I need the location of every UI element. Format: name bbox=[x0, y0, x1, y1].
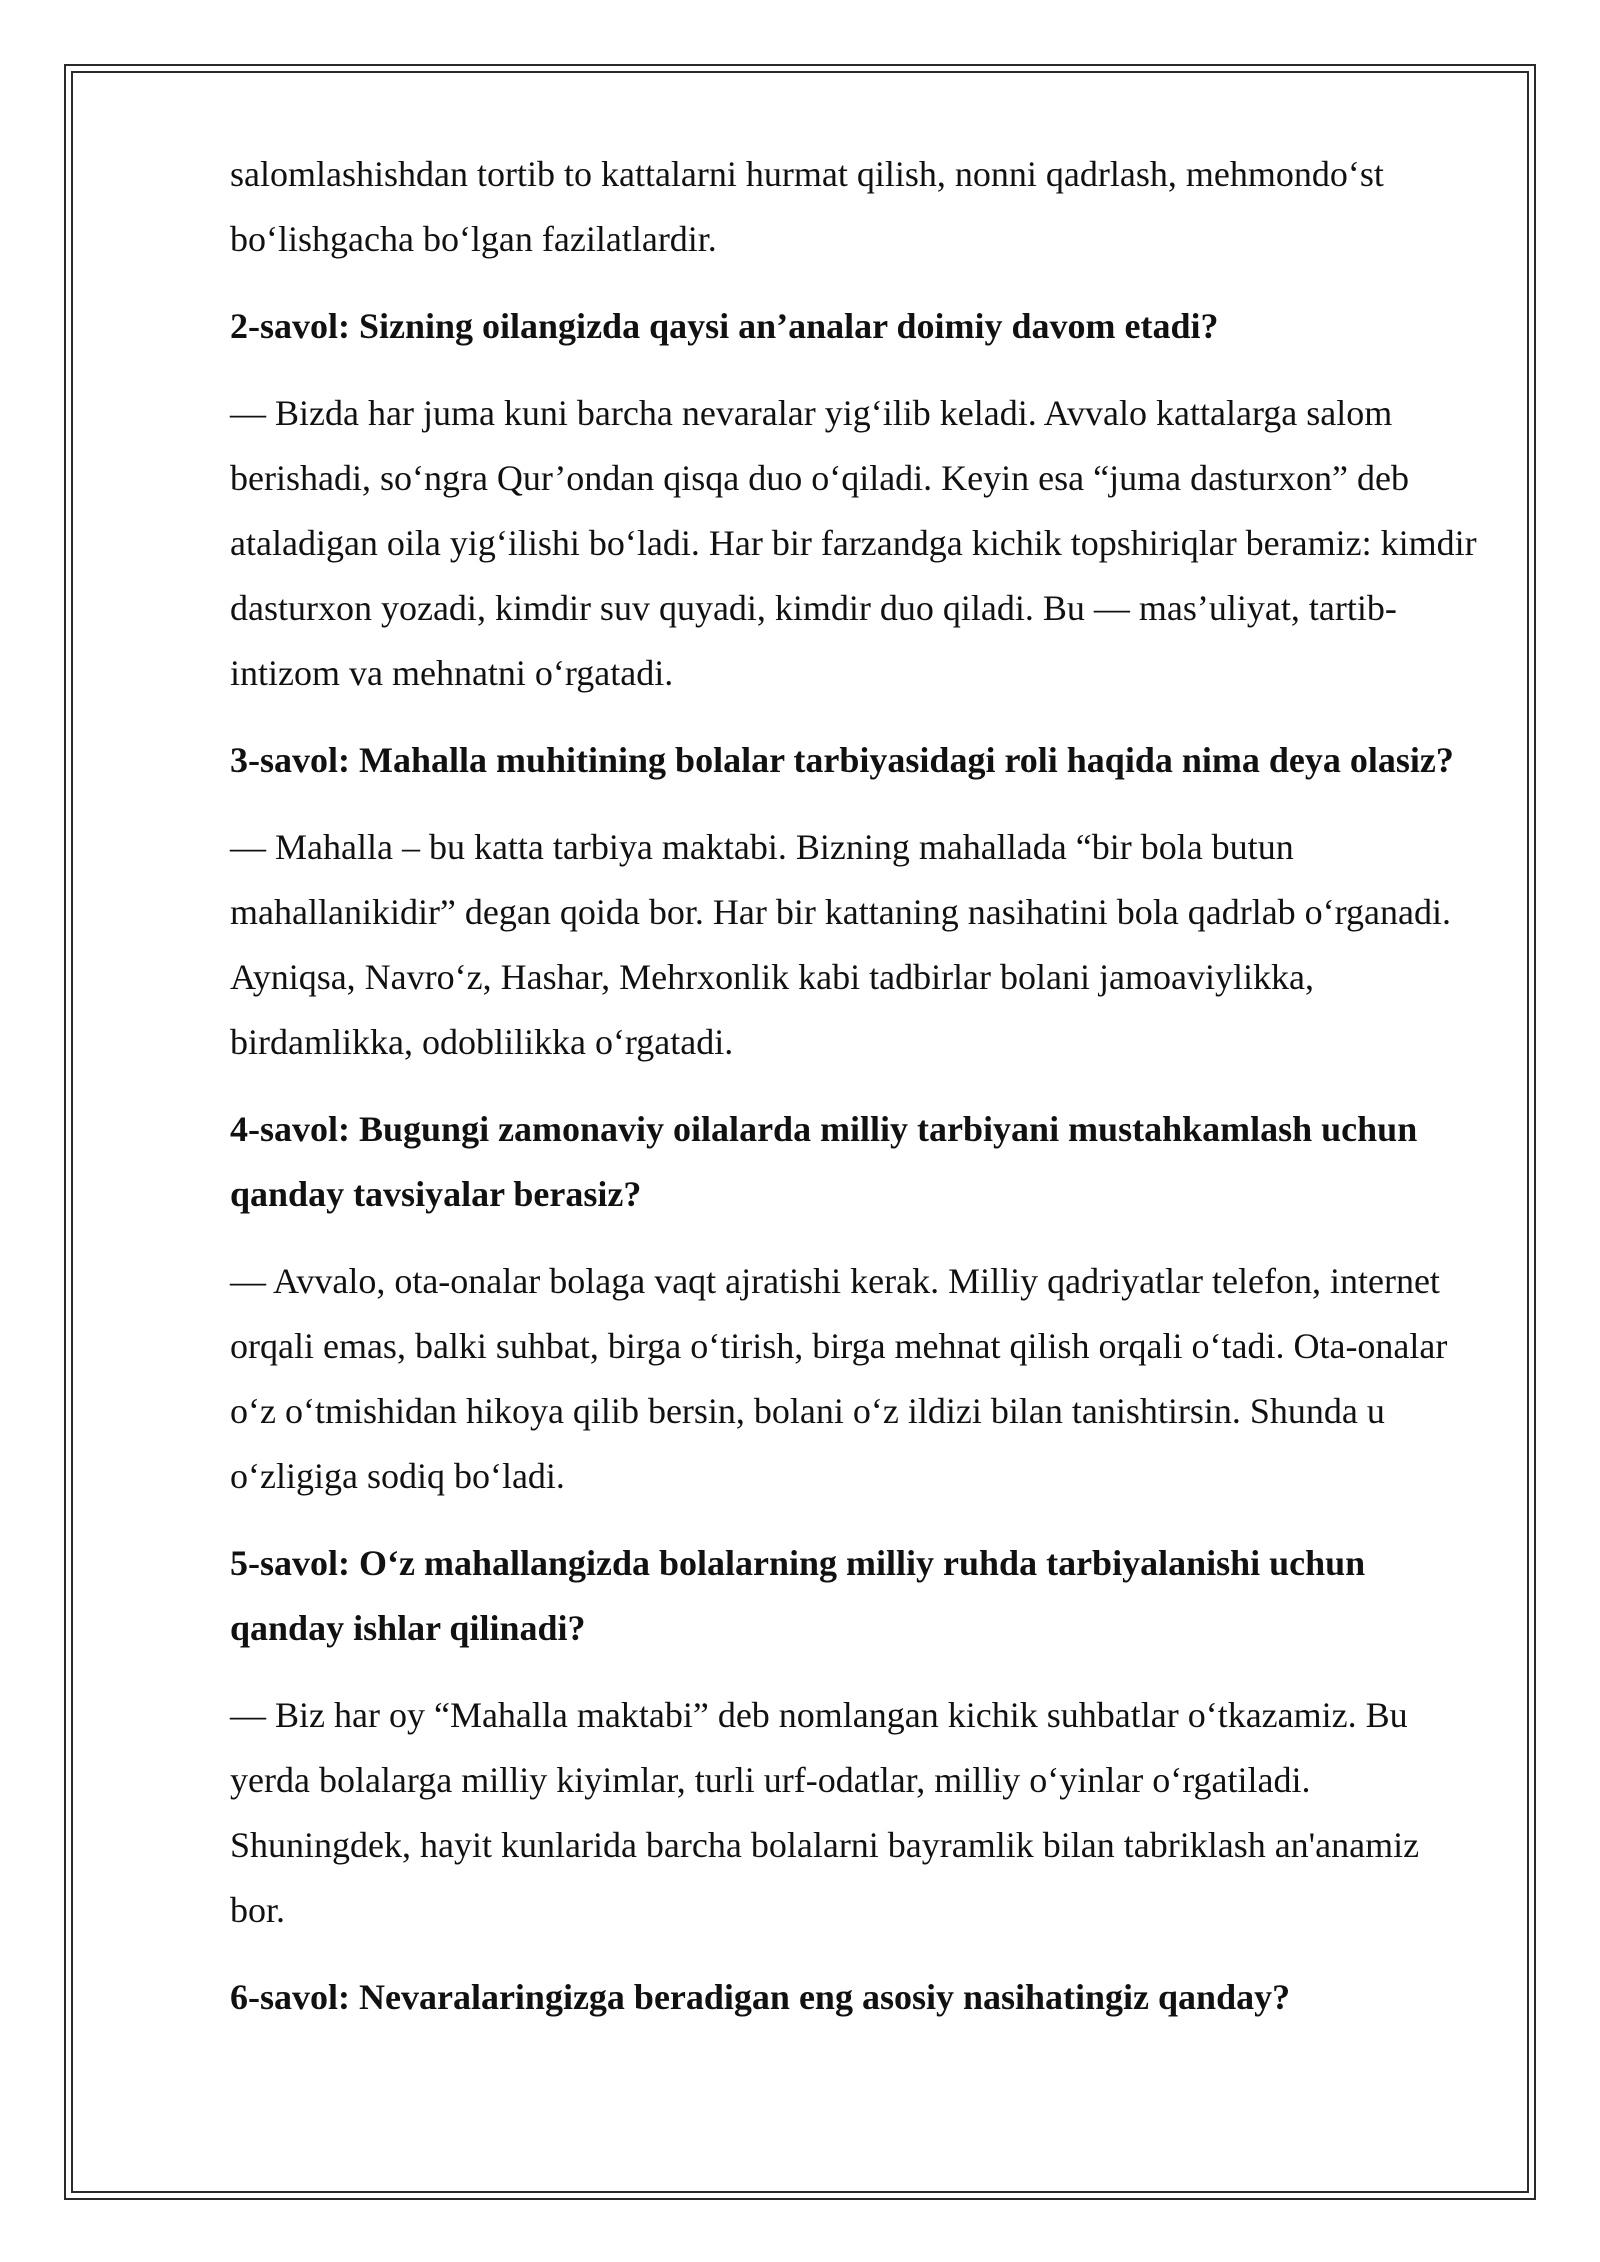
question-heading: 4-savol: Bugungi zamonaviy oilalarda milliy tarbiyani mustahkamlash uchun qanday tavsiyalar berasiz? bbox=[230, 1109, 1418, 1214]
document-body bbox=[230, 142, 1480, 2052]
question-heading: 3-savol: Mahalla muhitining bolalar tarbiyasidagi roli haqida nima deya olasiz? bbox=[230, 740, 1454, 780]
answer-paragraph: — Bizda har juma kuni barcha nevaralar yig‘ilib keladi. Avvalo kattalarga salom berishadi, so‘ngra Qur’ondan qisqa duo o‘qiladi. Keyin esa “juma dasturxon” deb ataladigan oila yig‘ilishi bo‘ladi. Har bir farzandga kichik topshiriqlar beramiz: kimdir dasturxon yozadi, kimdir suv quyadi, kimdir duo qiladi. Bu — mas’uliyat, tartib-intizom va mehnatni o‘rgatadi. bbox=[230, 393, 1477, 693]
question-heading: 2-savol: Sizning oilangizda qaysi an’analar doimiy davom etadi? bbox=[230, 306, 1219, 346]
answer-paragraph: — Biz har oy “Mahalla maktabi” deb nomlangan kichik suhbatlar o‘tkazamiz. Bu yerda bolalarga milliy kiyimlar, turli urf-odatlar, milliy o‘yinlar o‘rgatiladi. Shuningdek, hayit kunlarida barcha bolalarni bayramlik bilan tabriklash an'anamiz bor. bbox=[230, 1695, 1420, 1930]
answer-paragraph: — Mahalla – bu katta tarbiya maktabi. Bizning mahallada “bir bola butun mahallanikidir” degan qoida bor. Har bir kattaning nasihatini bola qadrlab o‘rganadi. Ayniqsa, Navro‘z, Hashar, Mehrxonlik kabi tadbirlar bolani jamoaviylikka, birdamlikka, odoblilikka o‘rgatadi. bbox=[230, 827, 1451, 1062]
question-heading: 6-savol: Nevaralaringizga beradigan eng asosiy nasihatingiz qanday? bbox=[230, 1977, 1291, 2017]
question-heading: 5-savol: O‘z mahallangizda bolalarning milliy ruhda tarbiyalanishi uchun qanday ishlar qilinadi? bbox=[230, 1543, 1366, 1648]
answer-paragraph: — Avvalo, ota-onalar bolaga vaqt ajratishi kerak. Milliy qadriyatlar telefon, internet orqali emas, balki suhbat, birga o‘tirish, birga mehnat qilish orqali o‘tadi. Ota-onalar o‘z o‘tmishidan hikoya qilib bersin, bolani o‘z ildizi bilan tanishtirsin. Shunda u o‘zligiga sodiq bo‘ladi. bbox=[230, 1261, 1448, 1496]
answer-paragraph: salomlashishdan tortib to kattalarni hurmat qilish, nonni qadrlash, mehmondo‘st bo‘lishgacha bo‘lgan fazilatlardir. bbox=[230, 154, 1384, 259]
